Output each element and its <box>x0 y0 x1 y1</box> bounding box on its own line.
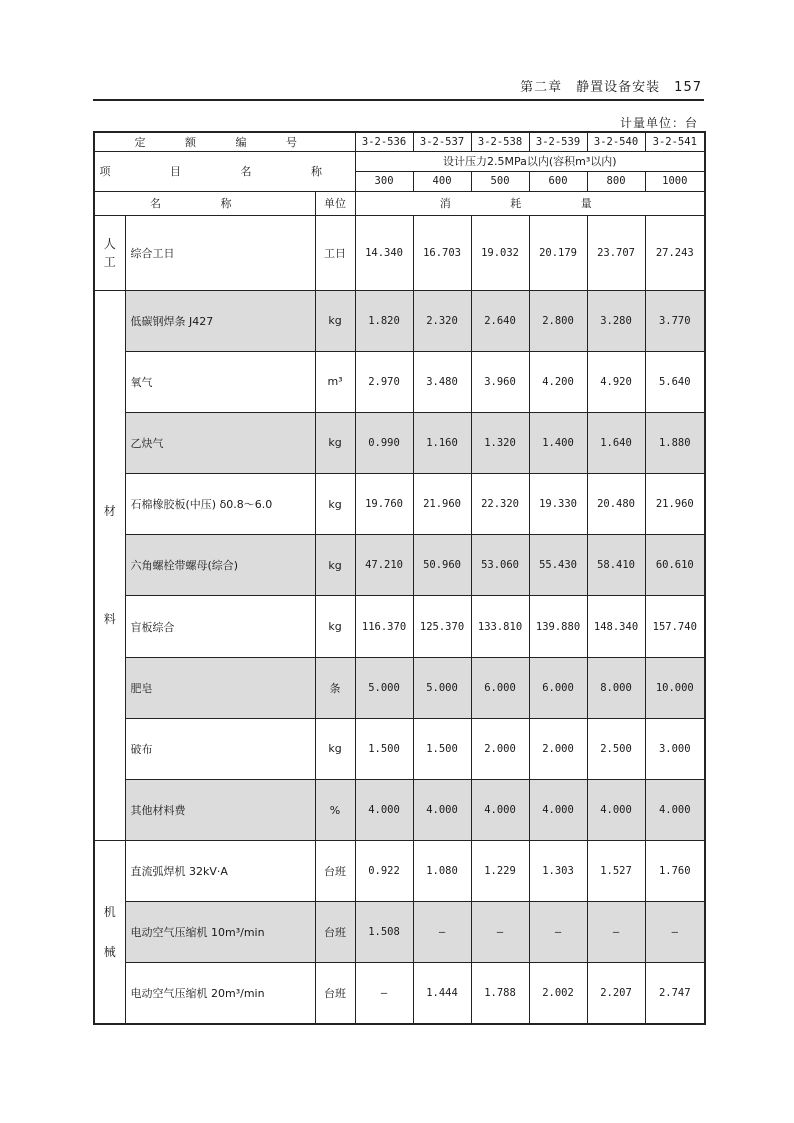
chapter-title: 静置设备安装 <box>576 80 661 95</box>
value-cell: 1.527 <box>587 841 645 902</box>
item-name: 电动空气压缩机 20m³/min <box>125 963 315 1024</box>
value-cell: 1.444 <box>413 963 471 1024</box>
table-row <box>94 657 705 718</box>
value-cell: 3.000 <box>645 718 705 779</box>
value-cell: 50.960 <box>413 535 471 596</box>
capacity-cell: 600 <box>529 171 587 191</box>
category-char: 材 <box>103 504 116 519</box>
value-cell: 1.640 <box>587 412 645 473</box>
value-cell: 2.500 <box>587 718 645 779</box>
table-row <box>94 412 705 473</box>
category-char: 人 <box>103 236 116 251</box>
item-name: 低碳钢焊条 J427 <box>125 290 315 351</box>
quota-table <box>93 131 706 1025</box>
value-cell: 148.340 <box>587 596 645 657</box>
item-unit: 台班 <box>315 902 355 963</box>
item-unit: 工日 <box>315 215 355 290</box>
item-unit: % <box>315 780 355 841</box>
code-cell: 3-2-540 <box>587 132 645 151</box>
value-cell: 47.210 <box>355 535 413 596</box>
value-cell: 1.400 <box>529 412 587 473</box>
value-cell: 3.770 <box>645 290 705 351</box>
value-cell: 125.370 <box>413 596 471 657</box>
table-row <box>94 718 705 779</box>
item-name: 氧气 <box>125 351 315 412</box>
value-cell: — <box>587 902 645 963</box>
value-cell: 23.707 <box>587 215 645 290</box>
value-cell: 4.000 <box>355 780 413 841</box>
value-cell: — <box>529 902 587 963</box>
value-cell: 55.430 <box>529 535 587 596</box>
value-cell: 116.370 <box>355 596 413 657</box>
item-name: 破布 <box>125 718 315 779</box>
value-cell: 1.320 <box>471 412 529 473</box>
page-header <box>520 76 702 95</box>
category-char: 械 <box>103 944 116 959</box>
value-cell: 2.970 <box>355 351 413 412</box>
table-row <box>94 290 705 351</box>
value-cell: 2.320 <box>413 290 471 351</box>
table-row <box>94 963 705 1024</box>
capacity-cell: 1000 <box>645 171 705 191</box>
value-cell: 4.000 <box>413 780 471 841</box>
table-row <box>94 780 705 841</box>
value-cell: — <box>645 902 705 963</box>
item-unit: kg <box>315 290 355 351</box>
capacity-cell: 400 <box>413 171 471 191</box>
unit-note: 计量单位：台 <box>619 116 698 130</box>
item-unit: kg <box>315 474 355 535</box>
unit-label: 单位 <box>315 191 355 215</box>
value-cell: 2.002 <box>529 963 587 1024</box>
value-cell: 10.000 <box>645 657 705 718</box>
category-char: 料 <box>103 612 116 627</box>
item-unit: 条 <box>315 657 355 718</box>
category-char: 机 <box>103 904 116 919</box>
value-cell: 0.990 <box>355 412 413 473</box>
value-cell: 1.500 <box>355 718 413 779</box>
value-cell: 2.800 <box>529 290 587 351</box>
value-cell: 1.303 <box>529 841 587 902</box>
item-name: 综合工日 <box>125 215 315 290</box>
category-char: 工 <box>103 254 116 269</box>
spec-cell: 设计压力2.5MPa以内(容积m³以内) <box>355 151 705 171</box>
value-cell: — <box>471 902 529 963</box>
category-cell <box>94 215 125 290</box>
value-cell: 4.000 <box>471 780 529 841</box>
name-label: 名 称 <box>94 191 315 215</box>
item-name: 乙炔气 <box>125 412 315 473</box>
value-cell: 6.000 <box>471 657 529 718</box>
value-cell: 1.508 <box>355 902 413 963</box>
value-cell: 19.760 <box>355 474 413 535</box>
value-cell: 19.330 <box>529 474 587 535</box>
value-cell: 1.080 <box>413 841 471 902</box>
value-cell: 0.922 <box>355 841 413 902</box>
value-cell: 3.960 <box>471 351 529 412</box>
value-cell: 53.060 <box>471 535 529 596</box>
table-row <box>94 841 705 902</box>
item-name: 电动空气压缩机 10m³/min <box>125 902 315 963</box>
item-name: 盲板综合 <box>125 596 315 657</box>
table-row <box>94 474 705 535</box>
value-cell: 5.000 <box>355 657 413 718</box>
value-cell: 2.207 <box>587 963 645 1024</box>
value-cell: 1.160 <box>413 412 471 473</box>
value-cell: 1.820 <box>355 290 413 351</box>
item-unit: kg <box>315 412 355 473</box>
table-row <box>94 535 705 596</box>
chapter-label: 第二章 <box>520 80 563 95</box>
value-cell: 5.640 <box>645 351 705 412</box>
item-name: 肥皂 <box>125 657 315 718</box>
item-label: 项 目 名 称 <box>94 151 355 191</box>
code-cell: 3-2-539 <box>529 132 587 151</box>
value-cell: 3.480 <box>413 351 471 412</box>
item-name: 六角螺栓带螺母(综合) <box>125 535 315 596</box>
value-cell: 5.000 <box>413 657 471 718</box>
value-cell: 133.810 <box>471 596 529 657</box>
value-cell: 2.747 <box>645 963 705 1024</box>
value-cell: 3.280 <box>587 290 645 351</box>
item-unit: kg <box>315 718 355 779</box>
value-cell: 1.788 <box>471 963 529 1024</box>
capacity-cell: 800 <box>587 171 645 191</box>
value-cell: 157.740 <box>645 596 705 657</box>
value-cell: 2.000 <box>471 718 529 779</box>
value-cell: 6.000 <box>529 657 587 718</box>
table-row <box>94 902 705 963</box>
value-cell: — <box>413 902 471 963</box>
value-cell: 21.960 <box>645 474 705 535</box>
code-cell: 3-2-537 <box>413 132 471 151</box>
value-cell: 60.610 <box>645 535 705 596</box>
value-cell: 4.200 <box>529 351 587 412</box>
item-unit: 台班 <box>315 841 355 902</box>
value-cell: 1.760 <box>645 841 705 902</box>
item-name: 石棉橡胶板(中压) δ0.8～6.0 <box>125 474 315 535</box>
item-unit: m³ <box>315 351 355 412</box>
capacity-cell: 500 <box>471 171 529 191</box>
item-name: 直流弧焊机 32kV·A <box>125 841 315 902</box>
value-cell: 58.410 <box>587 535 645 596</box>
code-cell: 3-2-538 <box>471 132 529 151</box>
value-cell: 20.179 <box>529 215 587 290</box>
code-cell: 3-2-541 <box>645 132 705 151</box>
code-label: 定 额 编 号 <box>94 132 355 151</box>
item-name: 其他材料费 <box>125 780 315 841</box>
category-cell <box>94 841 125 1024</box>
capacity-cell: 300 <box>355 171 413 191</box>
value-cell: 19.032 <box>471 215 529 290</box>
value-cell: 2.000 <box>529 718 587 779</box>
value-cell: 4.000 <box>645 780 705 841</box>
code-cell: 3-2-536 <box>355 132 413 151</box>
value-cell: 14.340 <box>355 215 413 290</box>
value-cell: 2.640 <box>471 290 529 351</box>
value-cell: — <box>355 963 413 1024</box>
value-cell: 1.880 <box>645 412 705 473</box>
category-cell <box>94 290 125 841</box>
table-row <box>94 215 705 290</box>
value-cell: 22.320 <box>471 474 529 535</box>
item-unit: kg <box>315 535 355 596</box>
table-row <box>94 351 705 412</box>
value-cell: 1.500 <box>413 718 471 779</box>
header-rule <box>93 99 704 101</box>
value-cell: 4.920 <box>587 351 645 412</box>
page-number: 157 <box>674 80 702 95</box>
value-cell: 20.480 <box>587 474 645 535</box>
value-cell: 8.000 <box>587 657 645 718</box>
value-cell: 27.243 <box>645 215 705 290</box>
value-cell: 16.703 <box>413 215 471 290</box>
consumption-label: 消 耗 量 <box>355 191 705 215</box>
value-cell: 21.960 <box>413 474 471 535</box>
value-cell: 1.229 <box>471 841 529 902</box>
value-cell: 4.000 <box>587 780 645 841</box>
value-cell: 4.000 <box>529 780 587 841</box>
value-cell: 139.880 <box>529 596 587 657</box>
table-row <box>94 596 705 657</box>
item-unit: 台班 <box>315 963 355 1024</box>
item-unit: kg <box>315 596 355 657</box>
